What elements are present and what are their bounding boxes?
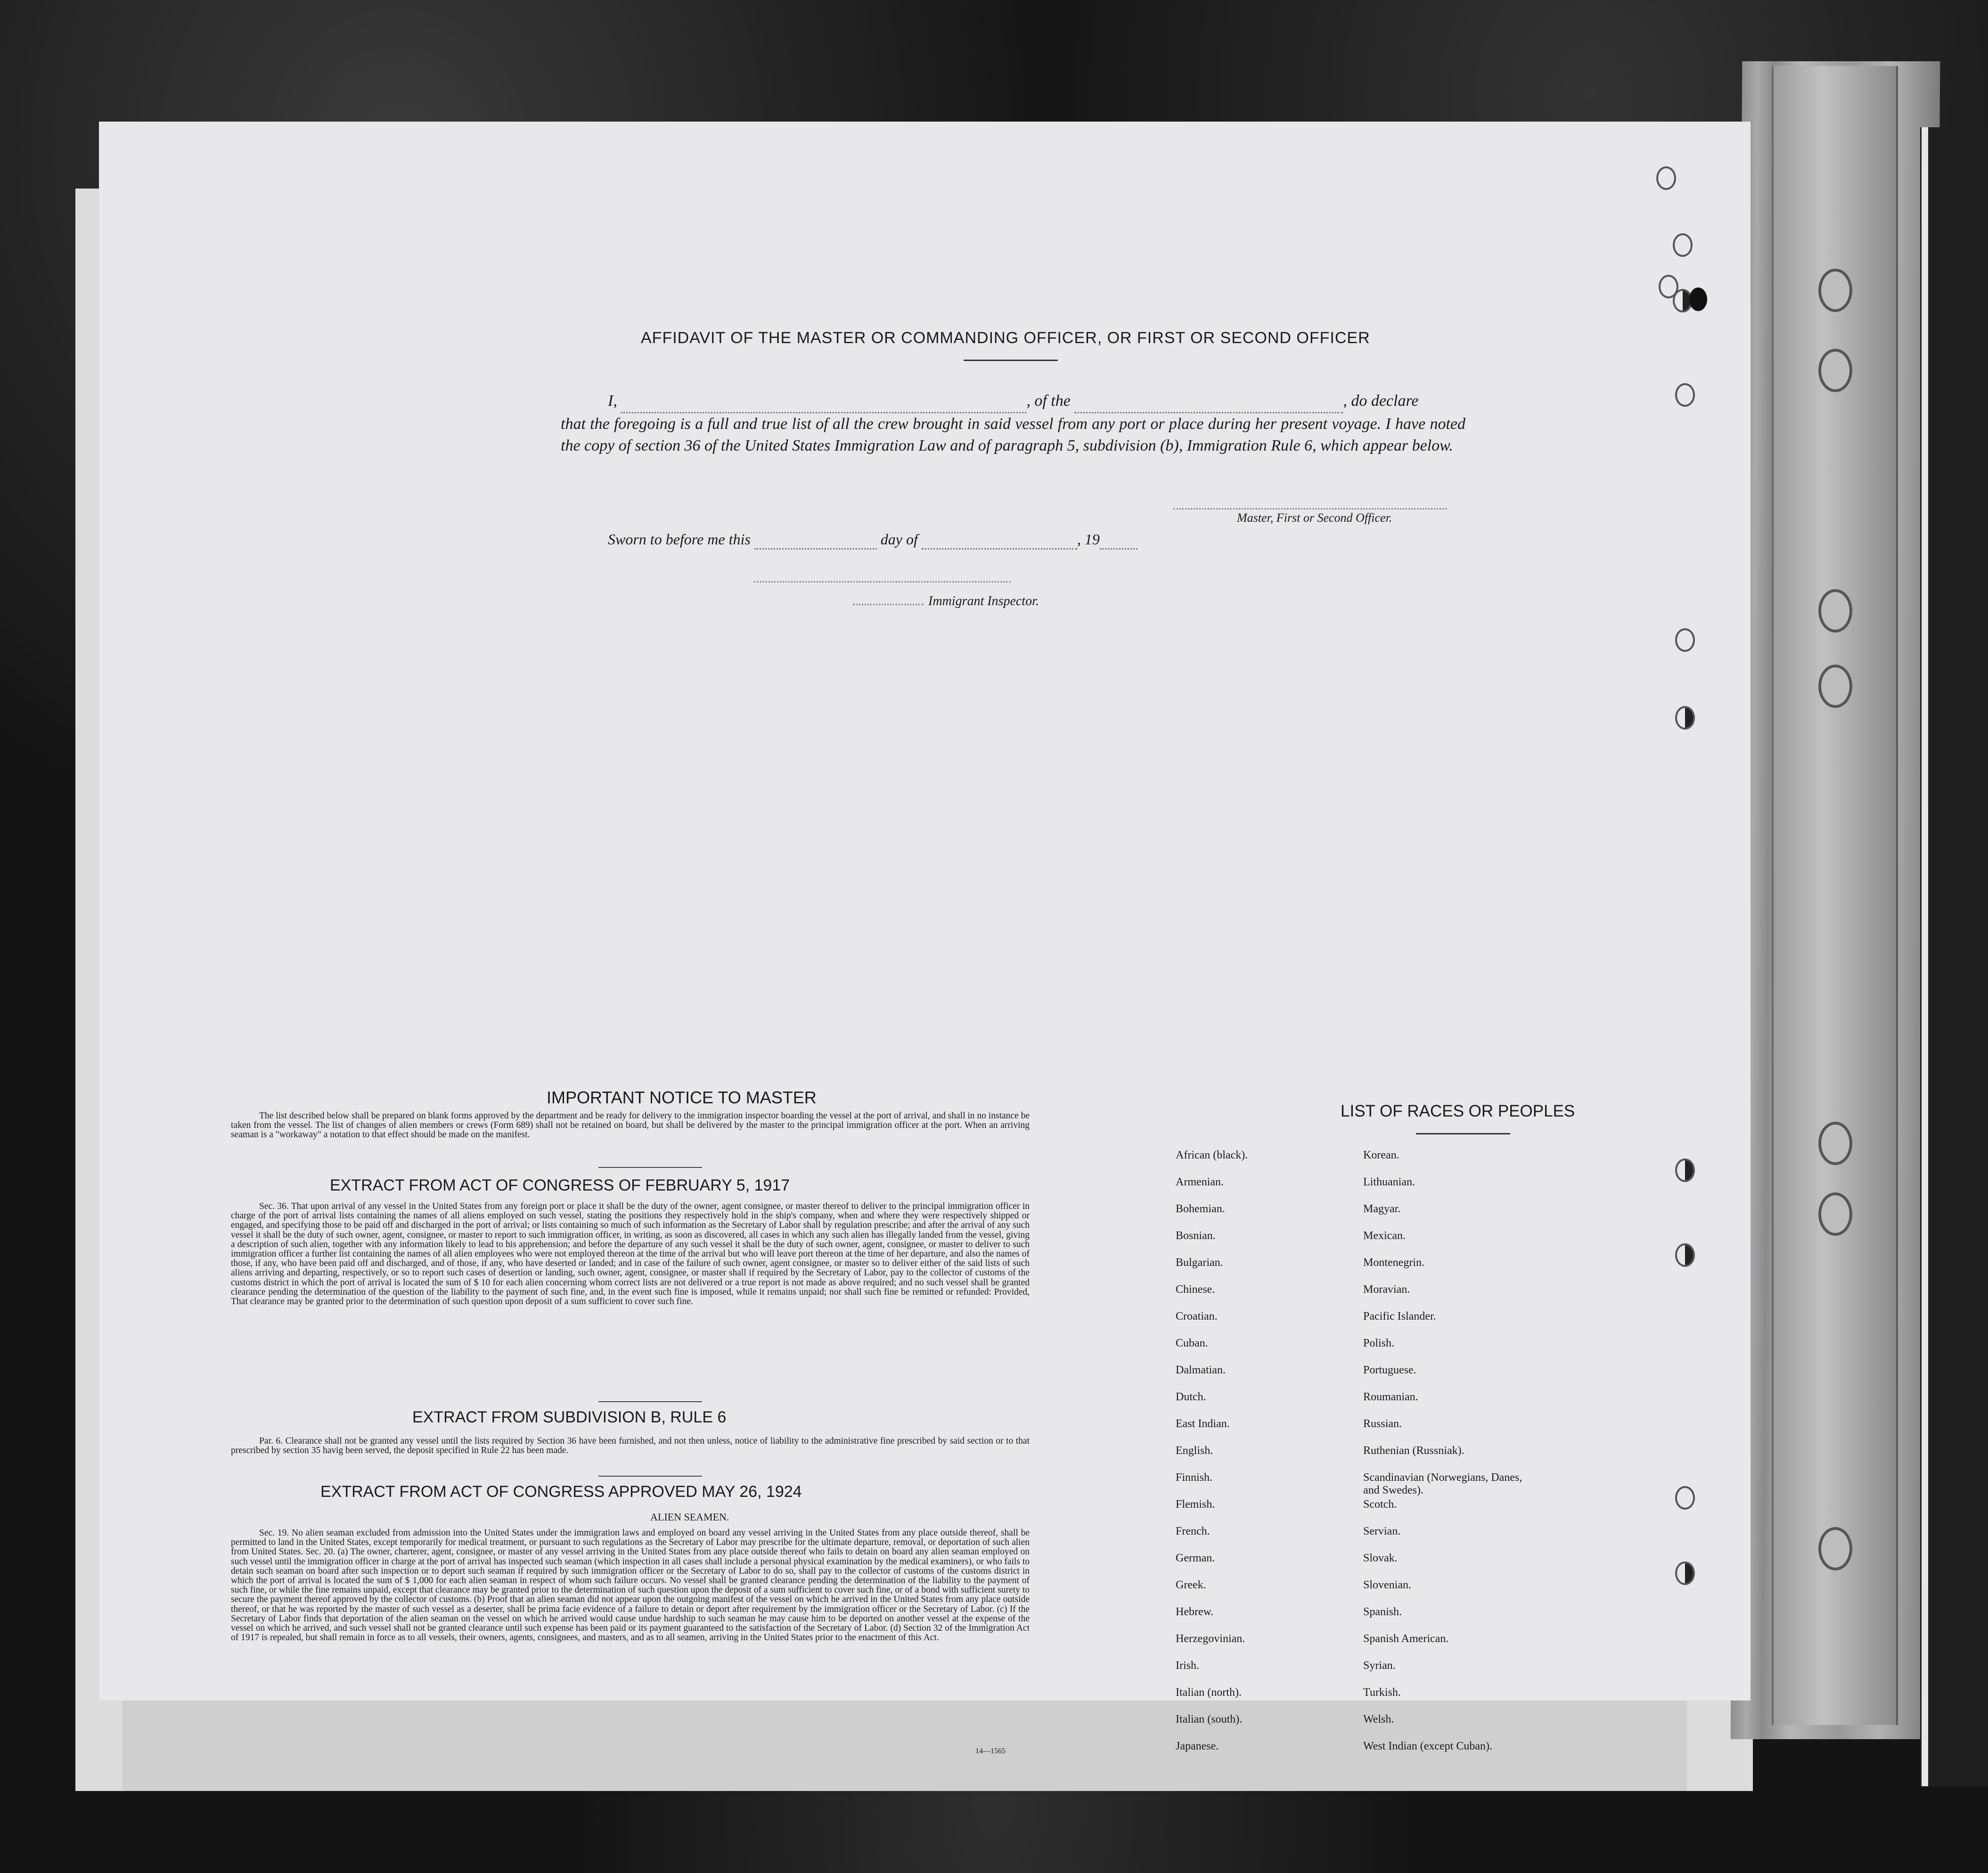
punch-hole (1675, 383, 1695, 407)
races-title-rule (1416, 1133, 1510, 1134)
day-of-text: day of (880, 531, 918, 548)
race-item: Mexican. (1363, 1230, 1406, 1242)
race-item: Scotch. (1363, 1498, 1397, 1511)
binding-hole (1818, 269, 1852, 312)
race-item: German. (1176, 1552, 1215, 1564)
punch-hole (1673, 233, 1693, 257)
race-item: Magyar. (1363, 1203, 1401, 1215)
race-item: Spanish. (1363, 1606, 1402, 1618)
race-item: East Indian. (1176, 1418, 1230, 1430)
race-item: Hebrew. (1176, 1606, 1214, 1618)
binding-hole (1818, 349, 1852, 392)
race-item: Armenian. (1176, 1176, 1224, 1188)
declarant-prefix: I, (608, 392, 617, 410)
race-item: Bohemian. (1176, 1203, 1225, 1215)
declaration-line-1 (561, 390, 1465, 413)
declare-text: , do declare (1343, 392, 1419, 410)
inspector-label-text: Immigrant Inspector. (928, 594, 1039, 608)
race-item: Ruthenian (Russniak). (1363, 1445, 1464, 1457)
race-item: Servian. (1363, 1525, 1401, 1537)
sworn-year-field[interactable] (1100, 531, 1137, 550)
race-item: French. (1176, 1525, 1210, 1537)
rule-6-title: EXTRACT FROM SUBDIVISION B, RULE 6 (412, 1408, 727, 1426)
master-signature-field[interactable] (1173, 508, 1447, 509)
inspector-lead-dots (853, 604, 924, 605)
race-item: Pacific Islander. (1363, 1310, 1436, 1323)
declaration-body: that the foregoing is a full and true list of all the crew brought in said vessel from any port or place during her present voyage. I have noted the copy of section 36 of the United States Immigration Law and of paragraph 5, subdivision (b), Immigration Rule 6, which appear below. (561, 415, 1465, 454)
act-1924-title: EXTRACT FROM ACT OF CONGRESS APPROVED MAY 26, 1924 (320, 1483, 802, 1501)
punch-hole (1675, 628, 1695, 652)
title-rule (964, 360, 1058, 361)
race-item: Bosnian. (1176, 1230, 1216, 1242)
act-1917-title: EXTRACT FROM ACT OF CONGRESS OF FEBRUARY 5, 1917 (330, 1176, 790, 1194)
sworn-prefix: Sworn to before me this (608, 531, 751, 548)
affidavit-title: AFFIDAVIT OF THE MASTER OR COMMANDING OFFICER, OR FIRST OR SECOND OFFICER (641, 329, 1370, 347)
race-item: Italian (north). (1176, 1686, 1242, 1699)
race-item: Montenegrin. (1363, 1257, 1424, 1269)
year-prefix: , 19 (1077, 531, 1100, 548)
binding-hole (1818, 1192, 1852, 1236)
alien-seamen-subtitle: ALIEN SEAMEN. (650, 1511, 729, 1523)
race-item: Italian (south). (1176, 1713, 1243, 1725)
race-item: Spanish American. (1363, 1633, 1449, 1645)
section-rule (598, 1401, 702, 1402)
inspector-signature-field[interactable] (754, 581, 1011, 583)
race-item: Herzegovinian. (1176, 1633, 1245, 1645)
manifest-page (99, 122, 1751, 1755)
punch-hole (1675, 1486, 1695, 1510)
race-item: Slovak. (1363, 1552, 1398, 1564)
act-1924-body: Sec. 19. No alien seaman excluded from admission into the United States under the immigration laws and employed on board any vessel arriving in the United States from any place outside thereof, shall be permitted to land in the United States, except temporarily for medical treatment, or pursuant to such regulations as the Secretary of Labor may prescribe for the ultimate departure, removal, or deportation of such alien from United States. Sec. 20. (a) The owner, charterer, agent, consignee, or master of any vessel arriving in the United States from any place outside thereof who fails to detain on board any alien seaman employed on such vessel until the immigration officer in charge at the port of arrival has inspected such seaman (which inspection in all cases shall include a personal physical examination by the medical examiners), or who fails to detain such seaman on board after such inspection or to deport such seaman if required by such immigration officer or the Secretary of Labor to do so, shall pay to the collector of customs of the customs district in which the port of arrival is located the sum of $ 1,000 for each alien seaman in respect of whom such failure occurs. No vessel shall be granted clearance pending the determination of the liability to the payment of such fine, or while the fine remains unpaid, except that clearance may be granted prior to the determination of such question upon the deposit of a sum sufficient to cover such fine, or of a bond with sufficient surety to secure the payment thereof approved by the collector of customs. (b) Proof that an alien seaman did not appear upon the outgoing manifest of the vessel on which he arrived in the United States from any place outside thereof, or that he was reported by the master of such vessel as a deserter, shall be prima facie evidence of a failure to detain or deport after requirement by the immigration officer or the Secretary of Labor. (c) If the Secretary of Labor finds that deportation of the alien seaman on the vessel on which he arrived would cause undue hardship to such seaman he may cause him to be deported on another vessel at the expense of the vessel on which he arrived, and such vessel shall not be granted clearance until such expense has been paid or its payment guaranteed to the satisfaction of the Secretary of Labor. (d) Section 32 of the Immigration Act of 1917 is repealed, but shall remain in force as to all vessels, their owners, agents, consignees, and masters, and as to all seamen, arriving in the United States prior to the enactment of this Act. (231, 1528, 1030, 1643)
sworn-day-field[interactable] (754, 531, 877, 550)
vessel-name-field[interactable] (1074, 390, 1343, 413)
sworn-month-field[interactable] (922, 531, 1077, 550)
race-item: Bulgarian. (1176, 1257, 1223, 1269)
binding-strip (1772, 66, 1898, 1725)
underlying-sheet-bottom (123, 1687, 1687, 1791)
notice-title: IMPORTANT NOTICE TO MASTER (547, 1088, 817, 1107)
form-number: 14—1565 (975, 1747, 1006, 1755)
punch-hole (1675, 706, 1695, 730)
race-item: Cuban. (1176, 1337, 1208, 1349)
binding-hole (1818, 665, 1852, 708)
race-item: Croatian. (1176, 1310, 1218, 1323)
race-item: Portuguese. (1363, 1364, 1416, 1376)
race-item: Russian. (1363, 1418, 1402, 1430)
race-item: Slovenian. (1363, 1579, 1411, 1591)
punch-hole (1675, 1561, 1695, 1585)
declarant-name-field[interactable] (621, 390, 1026, 413)
punch-hole (1689, 288, 1707, 311)
race-item: Polish. (1363, 1337, 1395, 1349)
punch-hole (1675, 1243, 1695, 1267)
races-title: LIST OF RACES OR PEOPLES (1341, 1102, 1575, 1120)
race-item: Chinese. (1176, 1283, 1215, 1296)
right-dark-edge (1920, 127, 1988, 1786)
race-item: Moravian. (1363, 1283, 1410, 1296)
sworn-line (608, 531, 1137, 550)
binding-hole (1818, 589, 1852, 633)
race-item: Syrian. (1363, 1659, 1396, 1672)
race-item: Welsh. (1363, 1713, 1394, 1725)
race-item: Turkish. (1363, 1686, 1401, 1699)
section-rule (598, 1167, 702, 1168)
race-item: West Indian (except Cuban). (1363, 1740, 1492, 1752)
race-item: Lithuanian. (1363, 1176, 1415, 1188)
race-item: Dutch. (1176, 1391, 1206, 1403)
rule-6-body: Par. 6. Clearance shall not be granted any vessel until the lists required by Section 36 have been furnished, and not then unless, notice of liability to the administrative fine prescribed by said section or to that prescribed by section 35 havig been served, the deposit specified in Rule 22 has been made. (231, 1436, 1030, 1456)
binding-hole (1818, 1122, 1852, 1165)
race-item: English. (1176, 1445, 1213, 1457)
inspector-label (853, 594, 1039, 609)
race-item: Dalmatian. (1176, 1364, 1226, 1376)
race-item: Roumanian. (1363, 1391, 1418, 1403)
right-edge-bar (1922, 127, 1928, 1786)
race-item: Irish. (1176, 1659, 1199, 1672)
notice-body: The list described below shall be prepared on blank forms approved by the department and be ready for delivery to the immigration inspector boarding the vessel at the port of arrival, and shall in no instance be taken from the vessel. The list of changes of alien members or crews (Form 689) shall not be retained on board, but shall be delivered by the master to the principal immigration officer at the port. When an arriving seaman is a "workaway" a notation to that effect should be made on the manifest. (231, 1111, 1030, 1140)
race-item: Flemish. (1176, 1498, 1215, 1511)
binding-hole (1818, 1527, 1852, 1570)
race-item: Scandinavian (Norwegians, Danes, and Swedes). (1363, 1471, 1522, 1496)
race-item: Japanese. (1176, 1740, 1219, 1752)
vessel-prefix: , of the (1026, 392, 1071, 410)
master-signature-label: Master, First or Second Officer. (1237, 511, 1392, 525)
affidavit-declaration (561, 390, 1465, 457)
race-item: Greek. (1176, 1579, 1206, 1591)
section-rule (598, 1476, 702, 1477)
punch-hole (1675, 1158, 1695, 1182)
punch-hole (1656, 166, 1676, 190)
act-1917-body: Sec. 36. That upon arrival of any vessel in the United States from any foreign port or place it shall be the duty of the owner, agent consignee, or master thereof to deliver to the principal immigration officer in charge of the port of arrival lists containing the names of all aliens employed on such vessel, stating the positions they respectively hold in the ship's company, when and where they were respectively shipped or engaged, and specifying those to be paid off and discharged in the port of arrival; or lists containing so much of such information as the Secretary of Labor shall by regulation prescribe; and after the arrival of any such vessel it shall be the duty of such owner, agent, consignee, or master to report to such immigration officer, in writing, as soon as discovered, all cases in which any such alien has illegally landed from the vessel, giving a description of such alien, together with any information likely to lead to his apprehension; and before the departure of any such vessel it shall be the duty of such owner, agent, consignee, or master to deliver to such immigration officer a further list containing the names of all alien employees who were not employed thereon at the time of the arrival but who will leave port thereon at the time of her departure, and also the names of those, if any, who have been paid off and discharged, and of those, if any, who have deserted or landed; and in case of the failure of such owner, agent consignee, or master so to deliver either of the said lists of such aliens arriving and departing, respectively, or so to report such cases of desertion or landing, such owner, agent, consignee, or master shall if required by the Secretary of Labor, pay to the collector of customs of the customs district in which the port of arrival is located the sum of $ 10 for each alien concerning whom correct lists are not delivered or a true report is not made as above required; and no such vessel shall be granted clearance pending the determination of the question of the liability to the payment of such fine, and, in the event such fine is imposed, while it remains unpaid; nor shall such fine be remitted or refunded: Provided, That clearance may be granted prior to the determination of such question upon deposit of a sum sufficient to cover such fine. (231, 1201, 1030, 1307)
race-item: Finnish. (1176, 1471, 1213, 1484)
race-item: Korean. (1363, 1149, 1399, 1161)
race-item: African (black). (1176, 1149, 1248, 1161)
